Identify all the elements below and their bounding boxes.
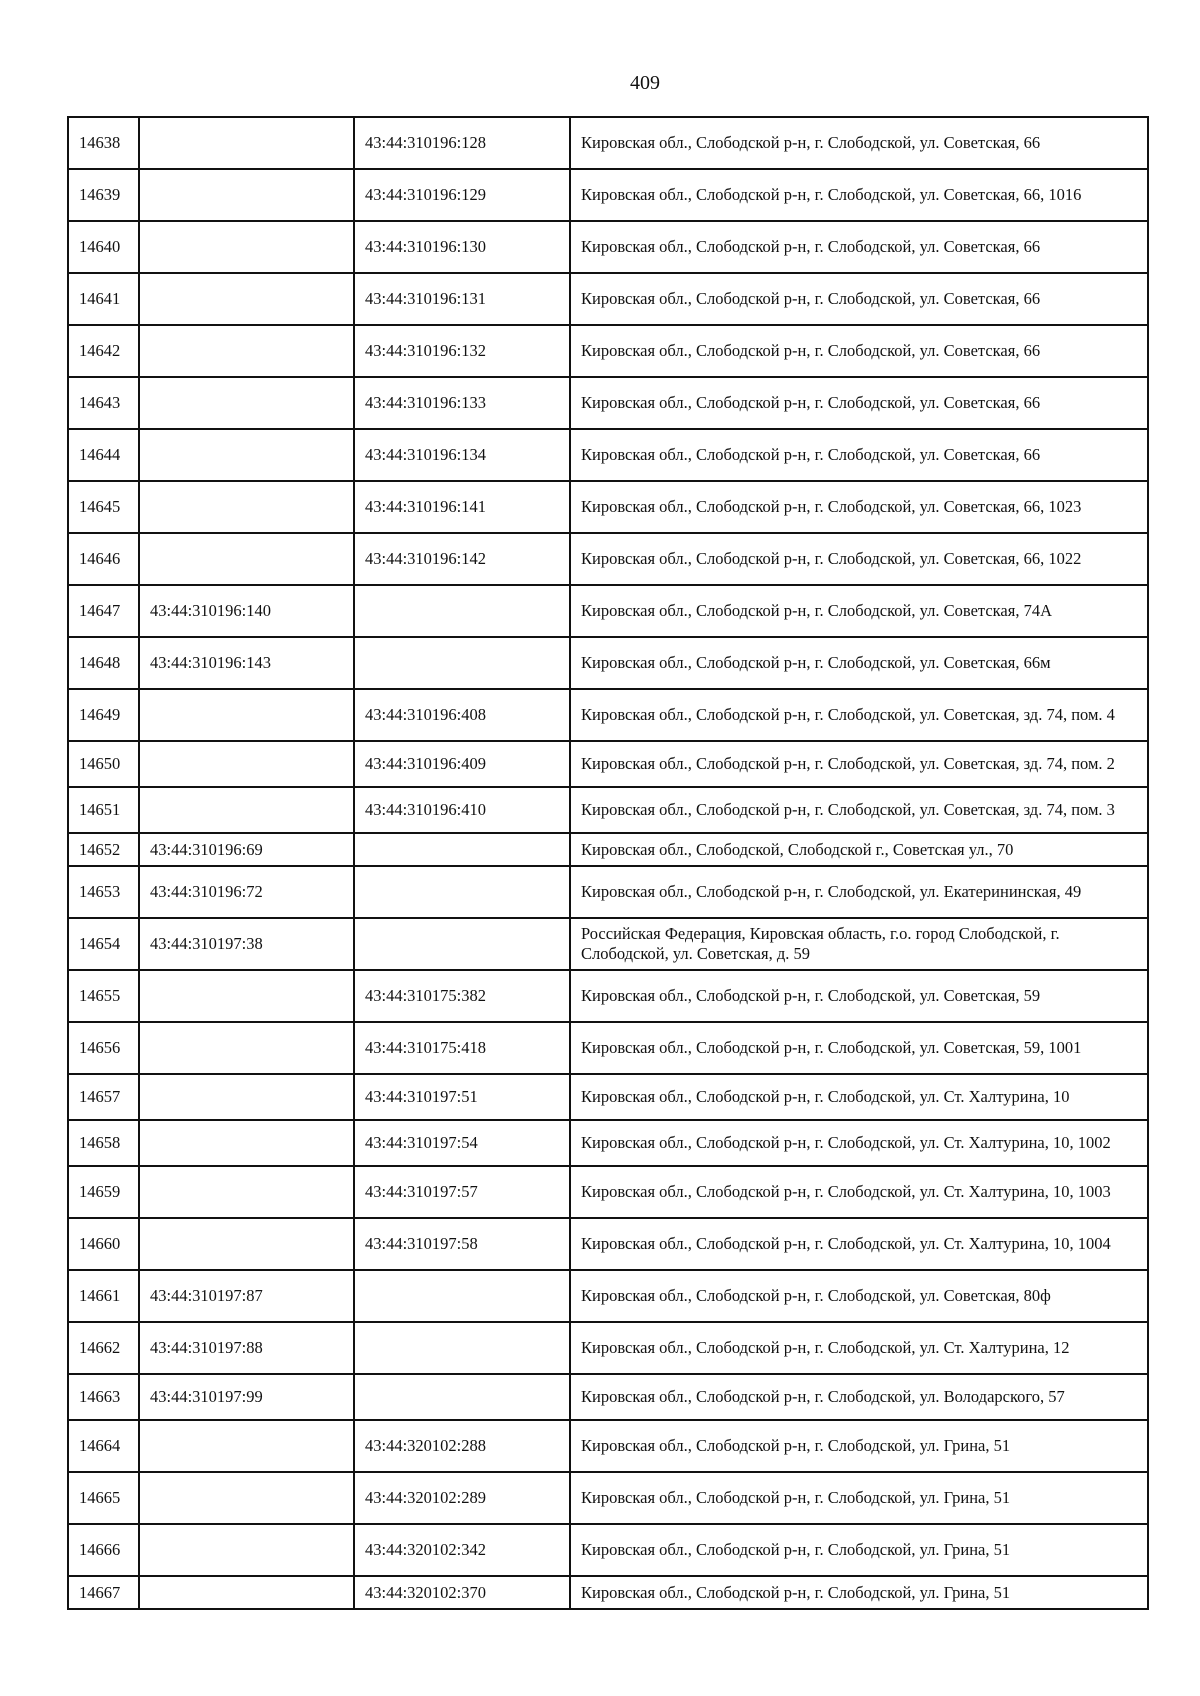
record-number-cell: 14645 [68, 481, 139, 533]
record-number-cell: 14659 [68, 1166, 139, 1218]
address-cell: Кировская обл., Слободской р-н, г. Слободской, ул. Советская, 66, 1016 [570, 169, 1148, 221]
table-row [68, 1022, 1148, 1074]
cadastral-number-secondary-cell [354, 1322, 570, 1374]
cadastral-number-secondary-cell [354, 866, 570, 918]
cadastral-number-cell [139, 273, 354, 325]
record-number-cell: 14661 [68, 1270, 139, 1322]
table-row [68, 970, 1148, 1022]
record-number-cell: 14662 [68, 1322, 139, 1374]
cadastral-number-secondary-cell: 43:44:320102:342 [354, 1524, 570, 1576]
record-number-cell: 14642 [68, 325, 139, 377]
address-cell: Кировская обл., Слободской р-н, г. Слободской, ул. Ст. Халтурина, 10, 1003 [570, 1166, 1148, 1218]
address-cell: Кировская обл., Слободской, Слободской г., Советская ул., 70 [570, 833, 1148, 866]
address-cell: Кировская обл., Слободской р-н, г. Слободской, ул. Грина, 51 [570, 1524, 1148, 1576]
address-cell: Кировская обл., Слободской р-н, г. Слободской, ул. Советская, 59 [570, 970, 1148, 1022]
cadastral-number-cell [139, 1074, 354, 1120]
record-number-cell: 14667 [68, 1576, 139, 1609]
address-cell: Кировская обл., Слободской р-н, г. Слободской, ул. Грина, 51 [570, 1472, 1148, 1524]
record-number-cell: 14653 [68, 866, 139, 918]
property-registry-table [67, 116, 1149, 1610]
record-number-cell: 14647 [68, 585, 139, 637]
table-row [68, 533, 1148, 585]
cadastral-number-cell [139, 481, 354, 533]
address-cell: Кировская обл., Слободской р-н, г. Слободской, ул. Советская, 66, 1023 [570, 481, 1148, 533]
cadastral-number-cell [139, 1022, 354, 1074]
cadastral-number-cell [139, 1472, 354, 1524]
cadastral-number-cell [139, 429, 354, 481]
table-row [68, 1524, 1148, 1576]
cadastral-number-secondary-cell: 43:44:310175:418 [354, 1022, 570, 1074]
cadastral-number-secondary-cell: 43:44:310196:129 [354, 169, 570, 221]
address-cell: Кировская обл., Слободской р-н, г. Слободской, ул. Советская, 80ф [570, 1270, 1148, 1322]
cadastral-number-secondary-cell: 43:44:310196:130 [354, 221, 570, 273]
address-cell: Кировская обл., Слободской р-н, г. Слободской, ул. Советская, зд. 74, пом. 2 [570, 741, 1148, 787]
registry-table-body [68, 117, 1148, 1609]
table-row [68, 1576, 1148, 1609]
cadastral-number-secondary-cell: 43:44:310197:57 [354, 1166, 570, 1218]
address-cell: Кировская обл., Слободской р-н, г. Слободской, ул. Советская, 59, 1001 [570, 1022, 1148, 1074]
cadastral-number-secondary-cell: 43:44:310196:134 [354, 429, 570, 481]
cadastral-number-cell: 43:44:310196:72 [139, 866, 354, 918]
record-number-cell: 14639 [68, 169, 139, 221]
address-cell: Кировская обл., Слободской р-н, г. Слободской, ул. Советская, 74А [570, 585, 1148, 637]
record-number-cell: 14660 [68, 1218, 139, 1270]
record-number-cell: 14646 [68, 533, 139, 585]
table-row [68, 429, 1148, 481]
cadastral-number-cell [139, 1218, 354, 1270]
cadastral-number-secondary-cell: 43:44:310196:132 [354, 325, 570, 377]
cadastral-number-cell: 43:44:310197:88 [139, 1322, 354, 1374]
address-cell: Кировская обл., Слободской р-н, г. Слободской, ул. Ст. Халтурина, 10 [570, 1074, 1148, 1120]
address-cell: Кировская обл., Слободской р-н, г. Слободской, ул. Грина, 51 [570, 1576, 1148, 1609]
cadastral-number-cell [139, 787, 354, 833]
cadastral-number-cell [139, 325, 354, 377]
cadastral-number-secondary-cell: 43:44:310196:410 [354, 787, 570, 833]
cadastral-number-secondary-cell: 43:44:310196:408 [354, 689, 570, 741]
cadastral-number-secondary-cell: 43:44:310196:128 [354, 117, 570, 169]
cadastral-number-secondary-cell [354, 585, 570, 637]
address-cell: Кировская обл., Слободской р-н, г. Слободской, ул. Советская, 66, 1022 [570, 533, 1148, 585]
table-row [68, 1166, 1148, 1218]
table-row [68, 689, 1148, 741]
table-row [68, 866, 1148, 918]
table-row [68, 117, 1148, 169]
address-cell: Кировская обл., Слободской р-н, г. Слободской, ул. Ст. Халтурина, 12 [570, 1322, 1148, 1374]
table-row [68, 1270, 1148, 1322]
cadastral-number-secondary-cell: 43:44:310197:58 [354, 1218, 570, 1270]
cadastral-number-cell [139, 1524, 354, 1576]
cadastral-number-cell [139, 1576, 354, 1609]
address-cell: Кировская обл., Слободской р-н, г. Слободской, ул. Советская, 66 [570, 377, 1148, 429]
address-cell: Кировская обл., Слободской р-н, г. Слободской, ул. Советская, 66 [570, 325, 1148, 377]
cadastral-number-cell [139, 970, 354, 1022]
table-row [68, 481, 1148, 533]
record-number-cell: 14658 [68, 1120, 139, 1166]
address-cell: Кировская обл., Слободской р-н, г. Слободской, ул. Советская, 66 [570, 221, 1148, 273]
table-row [68, 325, 1148, 377]
cadastral-number-secondary-cell: 43:44:310197:54 [354, 1120, 570, 1166]
cadastral-number-cell [139, 117, 354, 169]
cadastral-number-cell [139, 377, 354, 429]
record-number-cell: 14666 [68, 1524, 139, 1576]
cadastral-number-secondary-cell [354, 1374, 570, 1420]
address-cell: Кировская обл., Слободской р-н, г. Слободской, ул. Ст. Халтурина, 10, 1004 [570, 1218, 1148, 1270]
table-row [68, 585, 1148, 637]
address-cell: Кировская обл., Слободской р-н, г. Слободской, ул. Грина, 51 [570, 1420, 1148, 1472]
table-row [68, 1218, 1148, 1270]
cadastral-number-secondary-cell [354, 637, 570, 689]
table-row [68, 273, 1148, 325]
cadastral-number-cell: 43:44:310196:69 [139, 833, 354, 866]
cadastral-number-cell [139, 741, 354, 787]
cadastral-number-secondary-cell [354, 1270, 570, 1322]
record-number-cell: 14657 [68, 1074, 139, 1120]
cadastral-number-cell: 43:44:310196:140 [139, 585, 354, 637]
cadastral-number-secondary-cell: 43:44:310196:142 [354, 533, 570, 585]
table-row [68, 169, 1148, 221]
table-row [68, 741, 1148, 787]
table-row [68, 221, 1148, 273]
record-number-cell: 14644 [68, 429, 139, 481]
cadastral-number-cell [139, 1420, 354, 1472]
address-cell: Кировская обл., Слободской р-н, г. Слободской, ул. Советская, зд. 74, пом. 3 [570, 787, 1148, 833]
record-number-cell: 14650 [68, 741, 139, 787]
cadastral-number-cell [139, 221, 354, 273]
record-number-cell: 14654 [68, 918, 139, 970]
cadastral-number-secondary-cell: 43:44:310197:51 [354, 1074, 570, 1120]
cadastral-number-secondary-cell: 43:44:320102:289 [354, 1472, 570, 1524]
cadastral-number-secondary-cell: 43:44:320102:288 [354, 1420, 570, 1472]
table-row [68, 1322, 1148, 1374]
table-row [68, 833, 1148, 866]
record-number-cell: 14641 [68, 273, 139, 325]
cadastral-number-cell: 43:44:310197:38 [139, 918, 354, 970]
record-number-cell: 14638 [68, 117, 139, 169]
cadastral-number-cell: 43:44:310197:87 [139, 1270, 354, 1322]
address-cell: Кировская обл., Слободской р-н, г. Слободской, ул. Ст. Халтурина, 10, 1002 [570, 1120, 1148, 1166]
address-cell: Кировская обл., Слободской р-н, г. Слободской, ул. Советская, 66 [570, 117, 1148, 169]
cadastral-number-secondary-cell: 43:44:310175:382 [354, 970, 570, 1022]
cadastral-number-cell [139, 689, 354, 741]
cadastral-number-cell [139, 169, 354, 221]
cadastral-number-cell [139, 1166, 354, 1218]
table-row [68, 1074, 1148, 1120]
address-cell: Кировская обл., Слободской р-н, г. Слободской, ул. Володарского, 57 [570, 1374, 1148, 1420]
table-row [68, 918, 1148, 970]
table-row [68, 637, 1148, 689]
table-row [68, 1374, 1148, 1420]
record-number-cell: 14648 [68, 637, 139, 689]
cadastral-number-secondary-cell: 43:44:320102:370 [354, 1576, 570, 1609]
table-row [68, 787, 1148, 833]
cadastral-number-secondary-cell: 43:44:310196:133 [354, 377, 570, 429]
record-number-cell: 14655 [68, 970, 139, 1022]
record-number-cell: 14649 [68, 689, 139, 741]
table-row [68, 1120, 1148, 1166]
cadastral-number-cell [139, 533, 354, 585]
cadastral-number-secondary-cell: 43:44:310196:131 [354, 273, 570, 325]
address-cell: Кировская обл., Слободской р-н, г. Слободской, ул. Советская, 66 [570, 429, 1148, 481]
page-number: 409 [630, 72, 660, 94]
address-cell: Кировская обл., Слободской р-н, г. Слободской, ул. Советская, 66 [570, 273, 1148, 325]
cadastral-number-cell: 43:44:310196:143 [139, 637, 354, 689]
address-cell: Российская Федерация, Кировская область, г.о. город Слободской, г. Слободской, ул. Советская, д. 59 [570, 918, 1148, 970]
cadastral-number-cell [139, 1120, 354, 1166]
address-cell: Кировская обл., Слободской р-н, г. Слободской, ул. Советская, зд. 74, пом. 4 [570, 689, 1148, 741]
record-number-cell: 14665 [68, 1472, 139, 1524]
cadastral-number-secondary-cell [354, 918, 570, 970]
table-row [68, 377, 1148, 429]
record-number-cell: 14656 [68, 1022, 139, 1074]
table-row [68, 1420, 1148, 1472]
cadastral-number-cell: 43:44:310197:99 [139, 1374, 354, 1420]
record-number-cell: 14651 [68, 787, 139, 833]
record-number-cell: 14652 [68, 833, 139, 866]
address-cell: Кировская обл., Слободской р-н, г. Слободской, ул. Советская, 66м [570, 637, 1148, 689]
table-row [68, 1472, 1148, 1524]
cadastral-number-secondary-cell: 43:44:310196:141 [354, 481, 570, 533]
record-number-cell: 14643 [68, 377, 139, 429]
record-number-cell: 14663 [68, 1374, 139, 1420]
cadastral-number-secondary-cell [354, 833, 570, 866]
record-number-cell: 14664 [68, 1420, 139, 1472]
record-number-cell: 14640 [68, 221, 139, 273]
cadastral-number-secondary-cell: 43:44:310196:409 [354, 741, 570, 787]
address-cell: Кировская обл., Слободской р-н, г. Слободской, ул. Екатерининская, 49 [570, 866, 1148, 918]
